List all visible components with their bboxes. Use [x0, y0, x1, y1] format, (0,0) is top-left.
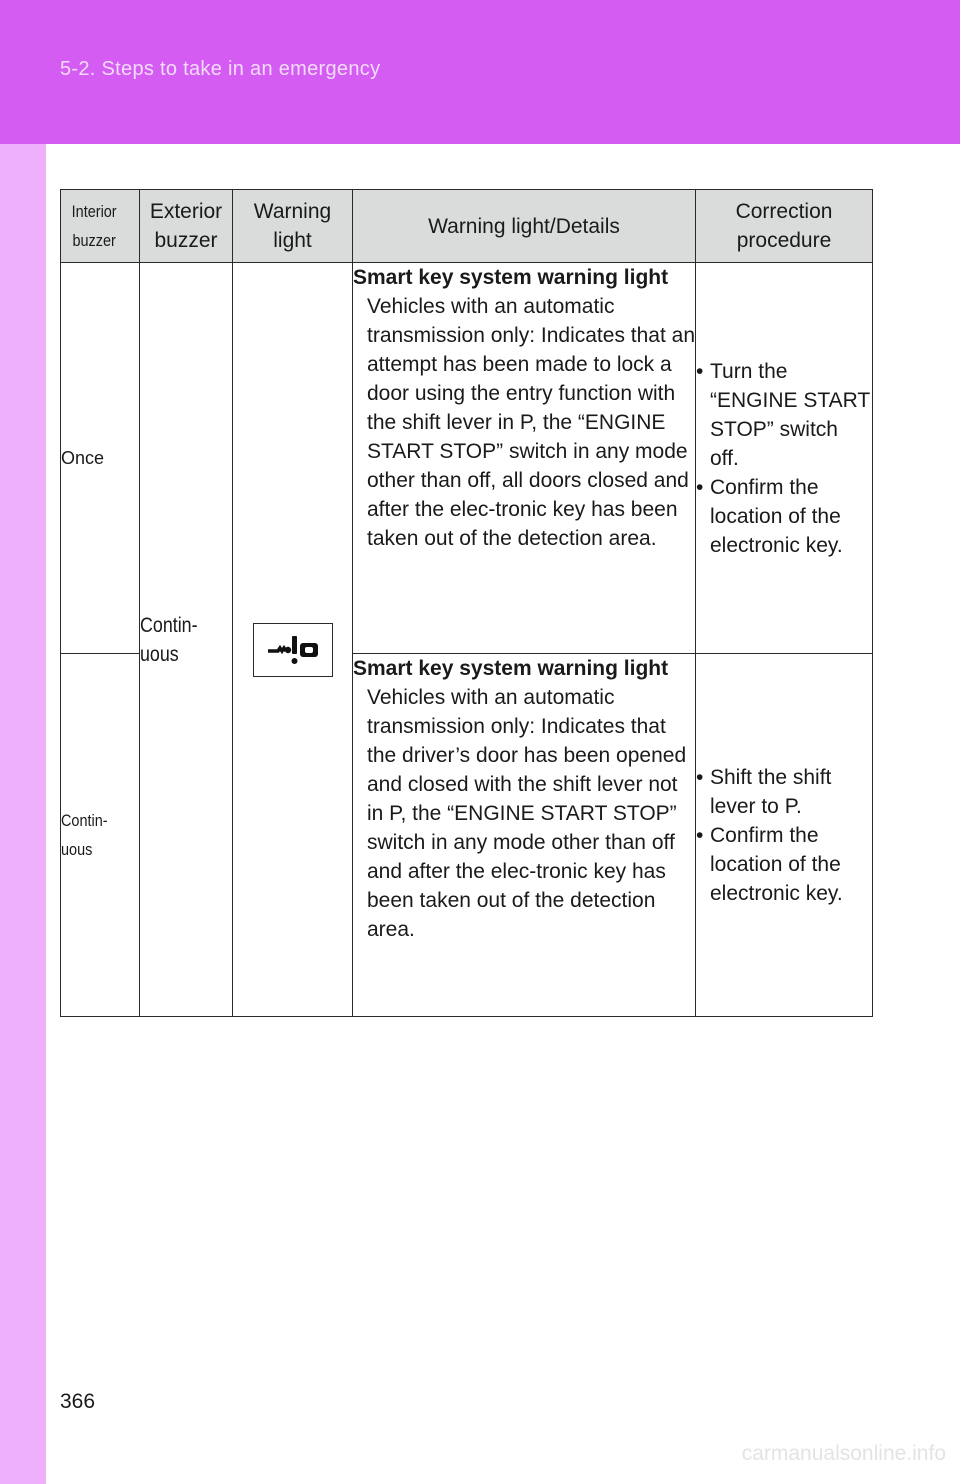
col-header-correction: Correction procedure — [696, 190, 873, 263]
correction-step: • Shift the shift lever to P. — [696, 763, 872, 821]
correction-cell — [696, 654, 873, 1017]
col-header-interior — [61, 190, 140, 263]
page-side-strip — [0, 144, 46, 1484]
table-header-row — [61, 190, 873, 263]
correction-cell — [696, 263, 873, 654]
interior-buzzer-cell — [61, 654, 140, 1017]
correction-step: • Turn the “ENGINE START STOP” switch off. — [696, 357, 872, 473]
page-header-band — [0, 0, 960, 144]
warning-description: Vehicles with an automatic transmission only: Indicates that the driver’s door has been opened and closed with the shift lever not in P, the “ENGINE START STOP” switch in any mode other than off and after the elec-tronic key has been taken out of the detection area. — [367, 686, 687, 941]
page-number: 366 — [60, 1390, 96, 1413]
warning-title: Smart key system warning light — [353, 657, 669, 680]
correction-step: • Confirm the location of the electronic key. — [696, 473, 872, 560]
correction-step: • Confirm the location of the electronic key. — [696, 821, 872, 908]
warning-title: Smart key system warning light — [353, 266, 669, 289]
smart-key-warning-glyph — [254, 624, 332, 676]
smart-key-warning-icon — [253, 623, 333, 677]
col-header-details: Warning light/Details — [353, 190, 696, 263]
interior-buzzer-value: Once — [61, 447, 105, 468]
section-title: 5-2. Steps to take in an emergency — [60, 58, 381, 80]
col-header-exterior: Exterior buzzer — [140, 190, 233, 263]
table-row — [61, 263, 873, 654]
details-cell — [353, 654, 696, 1017]
watermark: carmanualsonline.info — [741, 1442, 946, 1465]
col-header-interior-label: Interior buzzer — [71, 202, 117, 250]
warning-description: Vehicles with an automatic transmission only: Indicates that an attempt has been made to lock a door using the entry function with the shift lever in P, the “ENGINE START STOP” switch in any mode other than off, all doors closed and after the elec-tronic key has been taken out of the detection area. — [367, 295, 696, 550]
warning-table — [60, 189, 873, 1017]
correction-list — [696, 357, 872, 560]
interior-buzzer-value: Contin-uous — [61, 811, 108, 859]
exterior-buzzer-value: Contin-uous — [140, 613, 198, 666]
warning-light-cell — [233, 263, 353, 1017]
col-header-light: Warning light — [233, 190, 353, 263]
interior-buzzer-cell — [61, 263, 140, 654]
exterior-buzzer-cell — [140, 263, 233, 1017]
correction-list — [696, 763, 872, 908]
details-cell — [353, 263, 696, 654]
